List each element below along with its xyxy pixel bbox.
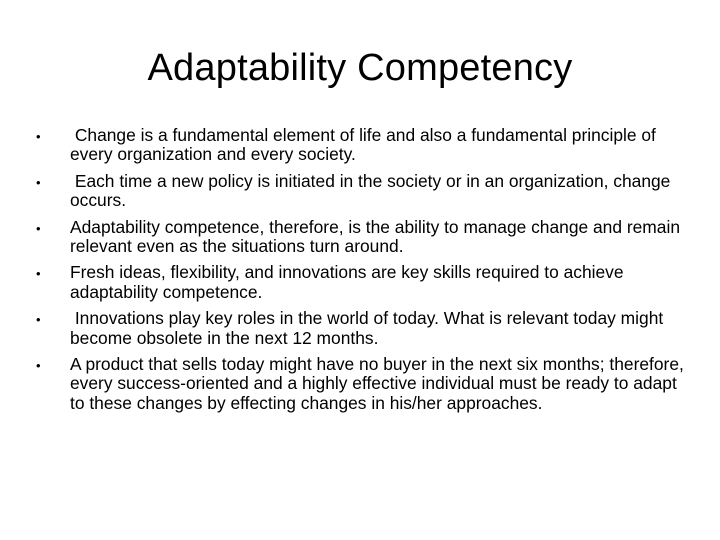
- bullet-text: Innovations play key roles in the world of today. What is relevant today might become obsolete in the next 12 months.: [70, 308, 669, 348]
- bullet-icon: •: [36, 129, 41, 144]
- bullet-icon: •: [36, 358, 41, 374]
- bullet-list: [36, 126, 686, 420]
- bullet-icon: •: [36, 312, 41, 328]
- bullet-item: [36, 126, 686, 165]
- bullet-item: [36, 172, 686, 211]
- bullet-item: [36, 263, 686, 302]
- bullet-text: Adaptability competence, therefore, is the ability to manage change and remain relevant even as the situations turn around.: [70, 216, 681, 257]
- bullet-item: [36, 309, 686, 348]
- bullet-icon: •: [36, 174, 41, 190]
- bullet-text: Each time a new policy is initiated in the society or in an organization, change occurs.: [70, 170, 676, 211]
- slide-title: Adaptability Competency: [147, 47, 573, 89]
- bullet-item: [36, 355, 686, 413]
- bullet-text: Change is a fundamental element of life and also a fundamental principle of every organization and every society.: [70, 125, 661, 165]
- bullet-item: [36, 218, 686, 257]
- bullet-icon: •: [36, 220, 41, 236]
- bullet-text: Fresh ideas, flexibility, and innovations are key skills required to achieve adaptability competence.: [70, 262, 624, 302]
- bullet-icon: •: [36, 266, 41, 282]
- bullet-text: A product that sells today might have no buyer in the next six months; therefore, every success-oriented and a highly effective individual must be ready to adapt to these changes by effecting changes in his/her approaches.: [70, 354, 684, 413]
